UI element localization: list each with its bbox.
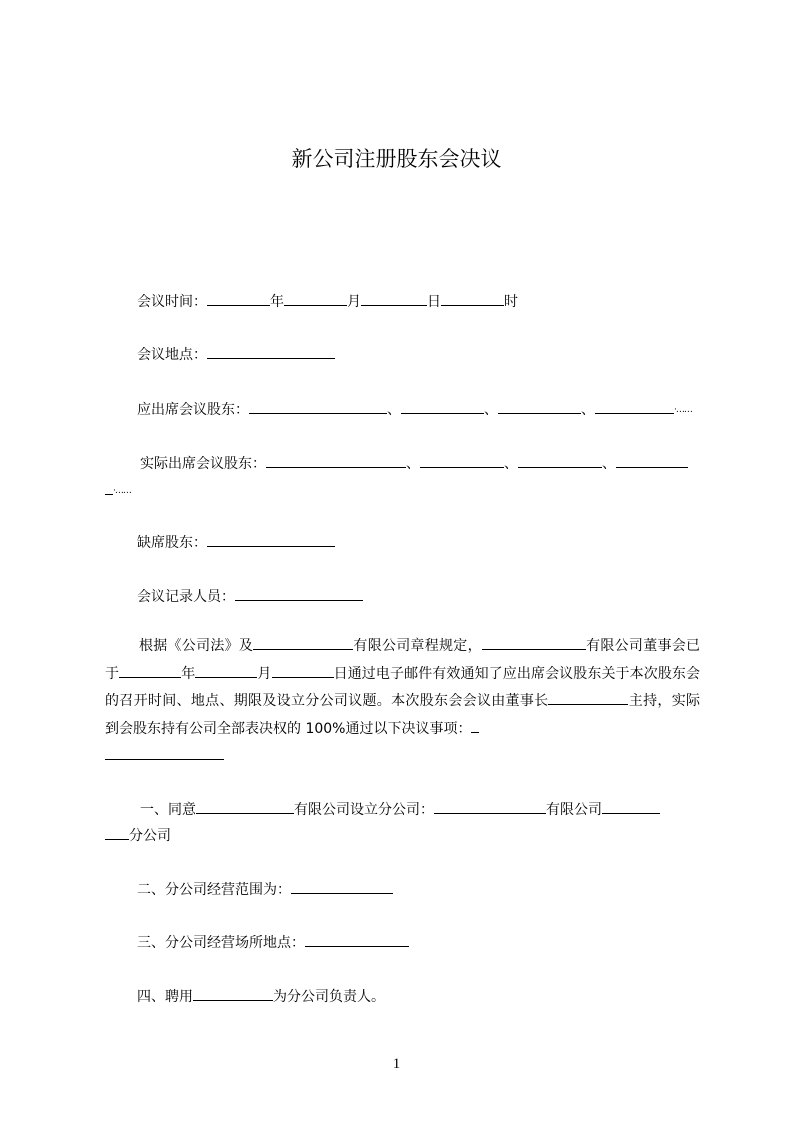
recorder-line: [137, 587, 363, 605]
separator: 、: [504, 456, 518, 472]
resolution-paragraph: [105, 633, 700, 771]
separator: 、: [581, 402, 595, 418]
body-text-7: 主持，实际到会股东持有公司全部表决权的 100%通过以下决议事项：: [105, 693, 701, 737]
ellipsis: ·……: [113, 486, 131, 496]
absent-shareholders-blank: [207, 533, 335, 547]
year-blank: [207, 292, 270, 306]
separator: 、: [406, 456, 420, 472]
recorder-blank: [235, 587, 363, 601]
actual-shareholder-blank-2: [420, 454, 504, 468]
actual-shareholder-blank-4: [616, 454, 688, 468]
actual-shareholders-line-cont: [105, 481, 131, 499]
meeting-place-blank: [207, 345, 335, 359]
absent-shareholders-label: 缺席股东：: [137, 535, 207, 551]
expected-shareholder-blank-2: [401, 400, 484, 414]
resolution-items-blank: [471, 719, 479, 733]
hour-blank: [441, 292, 504, 306]
company-name-blank-1: [253, 636, 353, 650]
item-3-line: [137, 933, 409, 951]
business-location-blank: [305, 933, 409, 947]
expected-shareholder-blank-1: [249, 400, 387, 414]
notice-day-blank: [272, 664, 334, 678]
branch-manager-blank: [193, 987, 273, 1001]
actual-shareholders-line: [140, 454, 688, 472]
month-blank: [284, 292, 347, 306]
separator: 、: [602, 456, 616, 472]
recorder-label: 会议记录人员：: [137, 589, 235, 605]
ellipsis: ·……: [674, 405, 692, 415]
notice-month-blank: [195, 664, 257, 678]
expected-shareholder-blank-4: [595, 400, 674, 414]
item-4-line: [137, 987, 385, 1005]
meeting-time-label: 会议时间：: [137, 294, 207, 310]
parent-company-blank: [196, 800, 294, 814]
body-text-5: 月: [257, 665, 272, 682]
chairman-blank: [548, 691, 628, 705]
item-1-text-1: 一、同意: [140, 802, 196, 818]
expected-shareholders-label: 应出席会议股东：: [137, 402, 249, 418]
year-label: 年: [270, 294, 284, 310]
separator: 、: [484, 402, 498, 418]
expected-shareholders-line: [137, 400, 692, 418]
business-scope-blank: [291, 880, 393, 894]
body-text-3: 有限公司董事会已于: [105, 638, 701, 682]
item-4-text-2: 为分公司负责人。: [273, 989, 385, 1005]
branch-name-blank: [602, 800, 660, 814]
meeting-time-line: [137, 292, 518, 310]
item-3-label: 三、分公司经营场所地点：: [137, 935, 305, 951]
body-text-6: 日通过电子邮件有效通知了应出席会议股东关于本次股东会的召开时间、地点、期限及设立分公司议题。本次股东会会议由董事长: [105, 665, 701, 709]
expected-shareholder-blank-3: [498, 400, 581, 414]
item-1-text-3: 有限公司: [546, 802, 602, 818]
month-label: 月: [347, 294, 361, 310]
absent-shareholders-line: [137, 533, 335, 551]
actual-shareholders-label: 实际出席会议股东：: [140, 456, 266, 472]
document-title: 新公司注册股东会决议: [291, 147, 502, 171]
notice-year-blank: [119, 664, 181, 678]
hour-label: 时: [504, 294, 518, 310]
meeting-place-line: [137, 345, 335, 363]
item-1-text-4: 分公司: [129, 828, 171, 844]
separator: 、: [387, 402, 401, 418]
item-1-line: [140, 800, 660, 818]
branch-name-blank-cont: [105, 826, 129, 840]
day-label: 日: [427, 294, 441, 310]
actual-shareholder-blank-3: [518, 454, 602, 468]
meeting-place-label: 会议地点：: [137, 347, 207, 363]
company-name-blank-2: [482, 636, 586, 650]
page-number: 1: [392, 1056, 401, 1072]
body-text-2: 有限公司章程规定，: [353, 638, 482, 654]
actual-shareholder-blank-1: [266, 454, 406, 468]
resolution-items-blank-cont: [105, 746, 224, 760]
item-1-text-2: 有限公司设立分公司：: [294, 802, 434, 818]
body-text-1: 根据《公司法》及: [139, 638, 254, 654]
item-2-line: [137, 880, 393, 898]
item-2-label: 二、分公司经营范围为：: [137, 882, 291, 898]
item-1-line-cont: [105, 826, 171, 844]
branch-company-blank: [434, 800, 546, 814]
day-blank: [361, 292, 427, 306]
actual-shareholder-blank-4-cont: [105, 481, 113, 495]
item-4-text-1: 四、聘用: [137, 989, 193, 1005]
body-text-4: 年: [181, 665, 196, 682]
